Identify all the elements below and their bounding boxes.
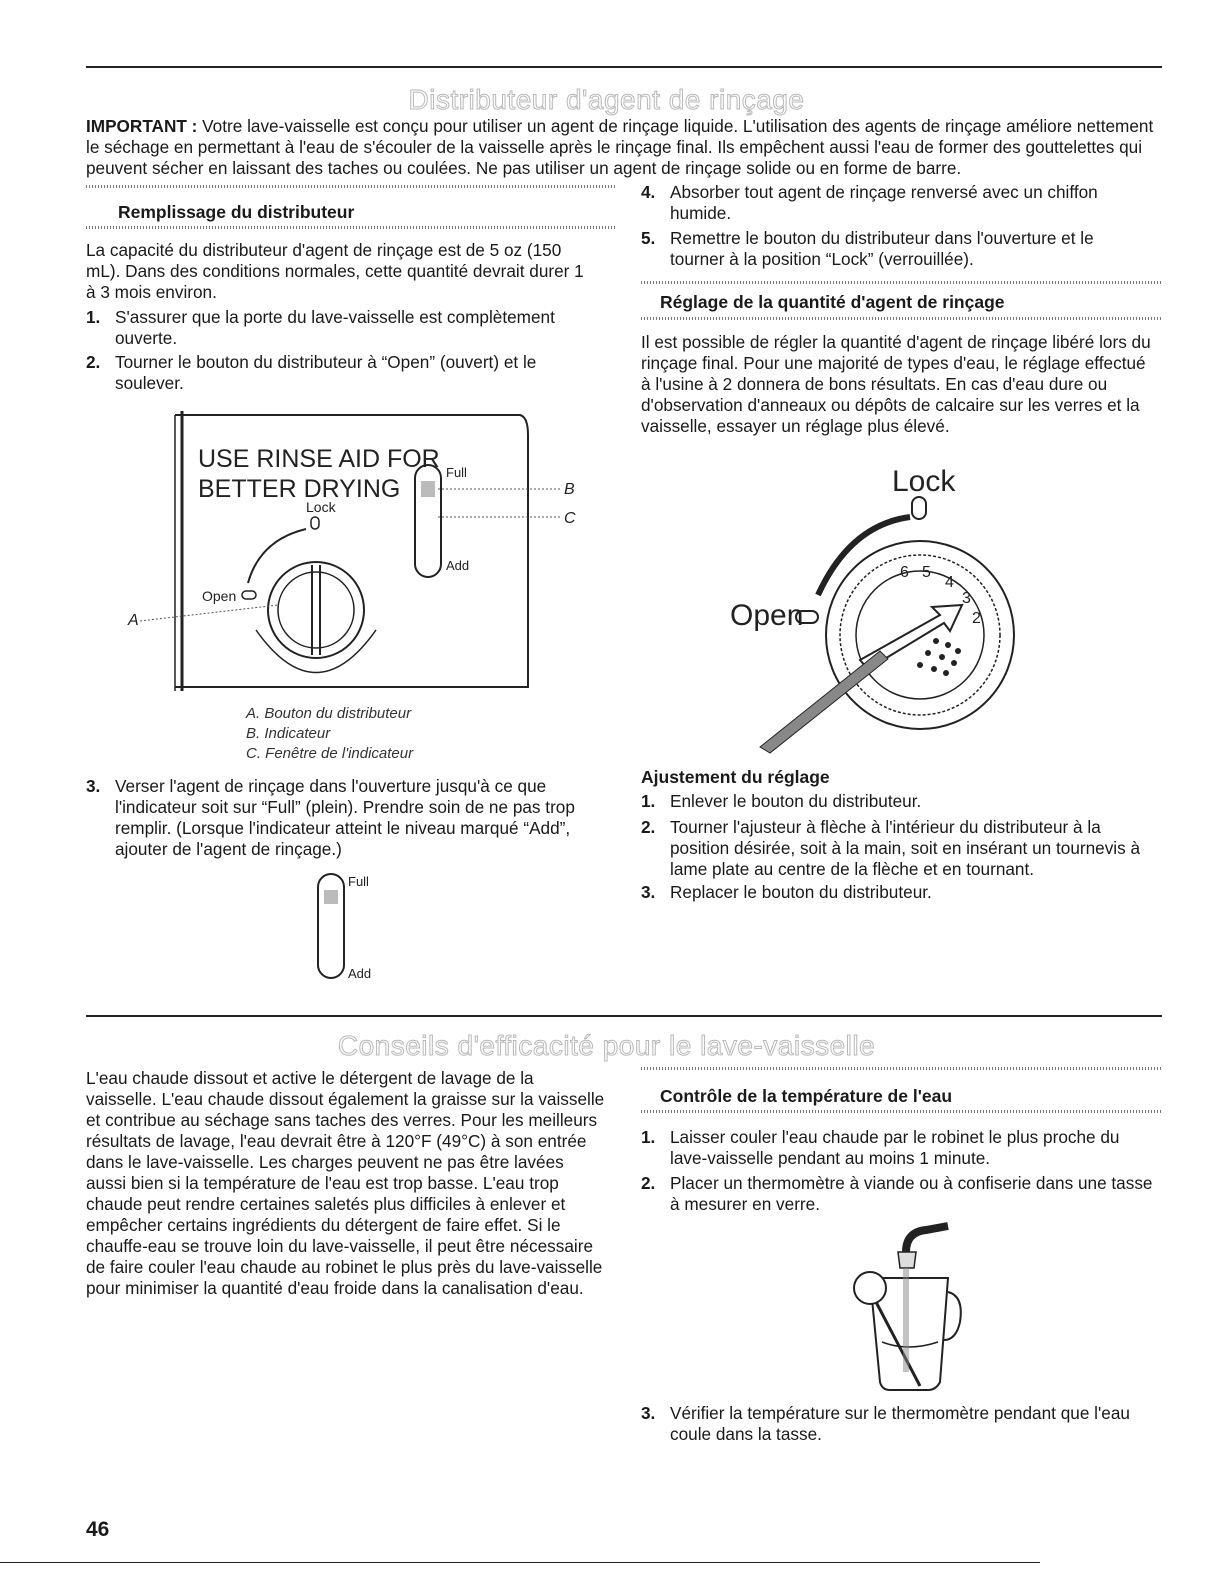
divider [641, 317, 1162, 320]
step-text: Tourner le bouton du distributeur à “Open” (ouvert) et le soulever. [115, 352, 537, 393]
step-number: 1. [86, 307, 101, 327]
top-rule [86, 66, 1162, 68]
callout-a: A [128, 612, 139, 629]
divider [641, 281, 1162, 284]
gauge-full-label: Full [348, 874, 369, 889]
add-label: Add [446, 558, 470, 573]
full-label: Full [446, 465, 467, 480]
gauge-add-label: Add [348, 966, 372, 981]
panel-text-line2: BETTER DRYING [198, 475, 401, 503]
dial-digit: 2 [972, 610, 981, 627]
dial-lock-label: Lock [892, 465, 956, 498]
caption-b: B. Indicateur [246, 725, 331, 742]
adjust-step-3 [641, 882, 1161, 903]
faucet [906, 1226, 948, 1252]
page-number: 46 [86, 1518, 110, 1541]
dial-digit: 6 [900, 564, 909, 581]
step-number: 3. [641, 1403, 656, 1423]
section-title-efficiency: Conseils d'efficacité pour le lave-vaisselle [337, 1030, 876, 1061]
adjust-step-1 [641, 791, 1161, 812]
adjust-heading: Réglage de la quantité d'agent de rinçage [660, 292, 1005, 312]
step-number: 3. [641, 882, 656, 902]
screwdriver [760, 651, 888, 753]
adjuster-dial-illustration [700, 455, 1030, 755]
lock-label: Lock [306, 499, 336, 515]
step-number: 1. [641, 1127, 656, 1147]
section-title-rinse-aid: Distributeur d'agent de rinçage [408, 84, 805, 115]
step-text: Laisser couler l'eau chaude par le robinet le plus proche du lave-vaisselle pendant au moins 1 minute. [670, 1127, 1120, 1168]
section-rule [86, 1015, 1162, 1017]
fill-step-1 [86, 307, 596, 349]
fill-step-5 [641, 228, 1151, 270]
adjust-step-2 [641, 817, 1161, 880]
temp-step-2 [641, 1173, 1161, 1215]
dial-lock-icon [912, 497, 926, 519]
adjust-intro: Il est possible de régler la quantité d'agent de rinçage libéré lors du rinçage final. Pour une majorité de types d'eau, le réglage effectué à l'usine à 2 donnera de bons résultats. En cas d'eau dure ou d'observation d'anneaux ou dépôts de calcaire sur les verres et la vaisselle, essayer un réglage plus élevé. [641, 332, 1151, 436]
fill-step-4 [641, 182, 1151, 224]
step-number: 5. [641, 228, 656, 248]
important-paragraph [86, 116, 1162, 179]
step-number: 2. [641, 817, 656, 837]
step-text: Remettre le bouton du distributeur dans l'ouverture et le tourner à la position “Lock” (verrouillée). [670, 228, 1094, 269]
divider [641, 1067, 1162, 1070]
thermometer-stem [876, 1302, 920, 1386]
level-gauge-illustration [310, 868, 390, 988]
thermometer-dial [854, 1272, 886, 1304]
step-number: 1. [641, 791, 656, 811]
divider [86, 185, 616, 188]
thermometer-cup-illustration [836, 1222, 976, 1397]
indicator [421, 481, 435, 497]
caption-c: C. Fenêtre de l'indicateur [246, 745, 414, 762]
fill-intro: La capacité du distributeur d'agent de rinçage est de 5 oz (150 mL). Dans des conditions normales, cette quantité devrait durer 1 à 3 mois environ. [86, 240, 584, 302]
gauge-window [318, 874, 344, 978]
dial-open-label: Open [730, 599, 804, 632]
knob-rim [256, 630, 376, 673]
caption-a: A. Bouton du distributeur [246, 705, 412, 722]
step-text: Tourner l'ajusteur à flèche à l'intérieur du distributeur à la position désirée, soit à la main, soit en insérant un tournevis à lame plate au centre de la flèche et en tournant. [670, 817, 1141, 879]
step-number: 2. [86, 352, 101, 372]
step-text: Absorber tout agent de rinçage renversé avec un chiffon humide. [670, 182, 1098, 223]
important-text: Votre lave-vaisselle est conçu pour utiliser un agent de rinçage liquide. L'utilisation des agents de rinçage améliore nettement le séchage en permettant à l'eau de s'écouler de la vaisselle après le rinçage final. Ils empêchent aussi l'eau de former des gouttelettes qui peuvent sécher en laissant des taches ou coulées. Ne pas utiliser un agent de rinçage solide ou en forme de barre. [86, 116, 1154, 178]
step-number: 4. [641, 182, 656, 202]
dispenser-illustration [120, 405, 600, 700]
bottom-rule [0, 1562, 1040, 1563]
step-text: Replacer le bouton du distributeur. [670, 882, 932, 902]
callout-c: C [564, 510, 576, 527]
temp-step-3 [641, 1403, 1161, 1445]
panel-text-line1: USE RINSE AID FOR [198, 445, 440, 473]
open-icon [242, 591, 256, 599]
gauge-indicator [324, 890, 338, 904]
step-text: Vérifier la température sur le thermomètre pendant que l'eau coule dans la tasse. [670, 1403, 1130, 1444]
divider [641, 1110, 1162, 1113]
open-label: Open [202, 588, 237, 604]
dial-digit: 3 [962, 590, 971, 607]
divider [86, 226, 616, 229]
fill-heading: Remplissage du distributeur [118, 202, 355, 222]
temp-step-1 [641, 1127, 1161, 1169]
efficiency-intro: L'eau chaude dissout et active le détergent de lavage de la vaisselle. L'eau chaude dissout également la graisse sur la vaisselle et contribue au séchage sans taches des verres. Pour les meilleurs résultats de lavage, l'eau devrait être à 120°F (49°C) à son entrée dans le lave-vaisselle. Les charges peuvent ne pas être lavées aussi bien si la température de l'eau est trop basse. L'eau trop chaude peut rendre certaines saletés plus difficiles à enlever et empêcher certains ingrédients du détergent de faire effet. Si le chauffe-eau se trouve loin du lave-vaisselle, il peut être nécessaire de faire couler l'eau chaude au robinet le plus près du lave-vaisselle pour minimiser la quantité d'eau froide dans la canalisation d'eau. [86, 1068, 605, 1298]
callout-b: B [564, 481, 575, 498]
step-text: Verser l'agent de rinçage dans l'ouverture jusqu'à ce que l'indicateur soit sur “Full” (plein). Prendre soin de ne pas trop remplir. (Lorsque l'indicateur atteint le niveau marqué “Add”, ajouter de l'agent de rinçage.) [115, 776, 575, 859]
temp-heading: Contrôle de la température de l'eau [660, 1086, 953, 1106]
fill-step-3 [86, 776, 606, 860]
dial-digit: 4 [945, 574, 954, 591]
step-text: Placer un thermomètre à viande ou à confiserie dans une tasse à mesurer en verre. [670, 1173, 1153, 1214]
rotate-arrow [248, 529, 306, 583]
dispenser-knob [268, 562, 364, 658]
lock-icon [311, 517, 319, 529]
knob-handle [312, 565, 320, 655]
knob-inner-ring [278, 572, 354, 648]
step-text: S'assurer que la porte du lave-vaisselle est complètement ouverte. [115, 307, 555, 348]
step-number: 2. [641, 1173, 656, 1193]
step-text: Enlever le bouton du distributeur. [670, 791, 922, 811]
step-number: 3. [86, 776, 101, 796]
important-label: IMPORTANT : [86, 116, 198, 136]
figure-captions [246, 704, 546, 764]
dial-digit: 5 [922, 564, 931, 581]
fill-step-2 [86, 352, 596, 394]
adjustment-subheading: Ajustement du réglage [641, 767, 830, 787]
